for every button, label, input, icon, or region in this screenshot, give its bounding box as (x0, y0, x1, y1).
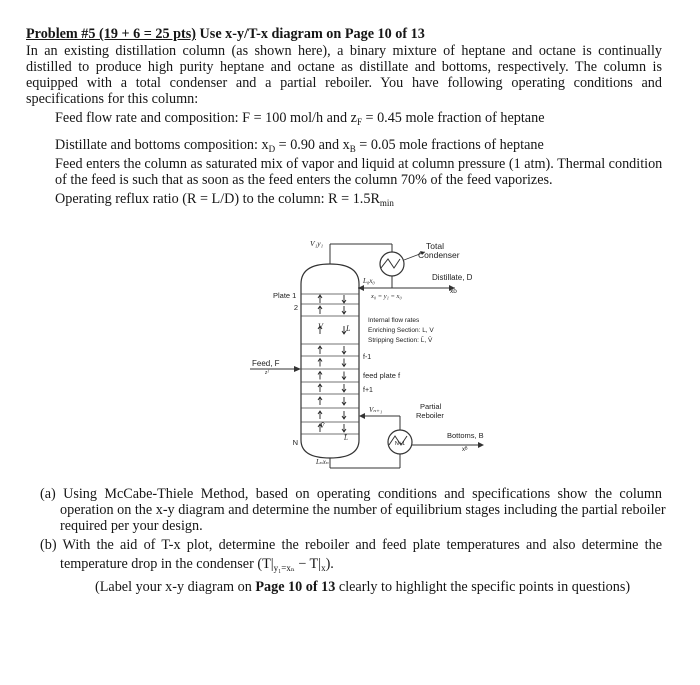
column-shell (301, 264, 359, 458)
label-internal-3: Stripping Section: L̄, V̄ (368, 337, 433, 344)
label-xb: xᴮ (462, 447, 468, 453)
part-b-note (95, 579, 630, 595)
tray-group (301, 294, 359, 434)
intro-line-2: distilled to produce high purity heptane and octane as distillate and bottoms, respectively. The column is (26, 59, 662, 75)
vapor-flow-arrow (318, 295, 322, 303)
vapor-flow-arrow (318, 372, 322, 380)
condenser-coil (381, 259, 400, 268)
internal-flow-arrows (318, 295, 346, 432)
vapor-flow-arrow (318, 384, 322, 392)
label-f-minus-1: f-1 (363, 354, 372, 361)
label-ycond: x₀ = y₁ = x₀ (371, 293, 402, 300)
part-b-text-c: ). (325, 556, 334, 572)
liquid-flow-arrow (342, 359, 346, 367)
bottoms-arrow (478, 442, 484, 448)
liquid-flow-arrow (342, 397, 346, 405)
label-xd: xᴅ (450, 288, 457, 295)
label-bottoms: Bottoms, B (447, 431, 484, 440)
label-f-plus-1: f+1 (363, 387, 373, 394)
label-feed: Feed, F (252, 359, 280, 368)
bottoms-sub: B (349, 144, 356, 154)
part-a-line-1: (a) Using McCabe-Thiele Method, based on operating conditions and specifications show the column (40, 486, 662, 502)
label-v-enriching: V (318, 322, 323, 331)
label-l0: L₀x₀ (363, 277, 375, 285)
liquid-flow-arrow (342, 306, 346, 314)
vapor-flow-arrow (318, 306, 322, 314)
distillate-condition (55, 137, 544, 153)
reflux-text: Operating reflux ratio (R = L/D) to the column: R = 1.5R (55, 191, 380, 207)
feed-arrow (294, 366, 301, 372)
label-internal-1: Internal flow rates (368, 317, 420, 324)
vapor-flow-arrow (318, 411, 322, 419)
distillate-value: = 0.90 and x (275, 137, 350, 153)
vapor-flow-arrow (318, 397, 322, 405)
label-v-bar: V̄ (320, 422, 325, 430)
problem-title (26, 26, 425, 42)
thermal-line-2: of the feed is such that as soon as the feed enters the column 70% of the feed vaporizes. (55, 172, 553, 188)
label-vn1: Vₙ₊₁ (369, 406, 383, 414)
liquid-flow-arrow (342, 346, 346, 354)
part-b-line-1: (b) With the aid of T-x plot, determine the reboiler and feed plate temperatures and also determine the (40, 537, 662, 553)
feed-flow: F = 100 mol/h and z (242, 110, 357, 126)
label-condenser: Condenser (418, 250, 460, 260)
distillate-label: Distillate and bottoms composition: x (55, 137, 269, 153)
label-ln: Lₙxₙ (316, 458, 329, 466)
intro-line-1: In an existing distillation column (as shown here), a binary mixture of heptane and octane is continually (26, 43, 662, 59)
part-b-sub-1: y₁=xₙ (273, 563, 295, 573)
label-v1: V₁y₁ (310, 239, 324, 248)
liquid-flow-arrow (342, 295, 346, 303)
part-b-line-2 (60, 556, 334, 572)
label-distillate: Distillate, D (432, 273, 473, 282)
liquid-flow-arrow (342, 372, 346, 380)
label-plate-1: Plate 1 (273, 291, 297, 300)
problem-instruction: Use x-y/T-x diagram on Page 10 of 13 (199, 26, 425, 42)
liquid-flow-arrow (342, 384, 346, 392)
feed-composition: = 0.45 mole fraction of heptane (361, 110, 545, 126)
part-b-text-a: temperature drop in the condenser (T| (60, 556, 274, 572)
reboiler-vapor-arrow (359, 413, 365, 419)
liquid-flow-arrow (342, 411, 346, 419)
label-total: Total (426, 241, 444, 251)
part-a-line-2: operation on the x-y diagram and determine the number of equilibrium stages including the partial reboiler (60, 502, 666, 518)
feed-label: Feed flow rate and composition: (55, 110, 243, 126)
note-text-2: clearly to highlight the specific points in questions) (335, 579, 631, 595)
note-page: Page 10 of 13 (255, 579, 336, 595)
label-internal-2: Enriching Section: L, V (368, 327, 434, 334)
label-l-bar: L̄ (344, 434, 348, 442)
feed-condition (55, 110, 545, 126)
thermal-line-1: Feed enters the column as saturated mix of vapor and liquid at column pressure (1 atm). Thermal condition (55, 156, 663, 172)
liquid-flow-arrow (342, 424, 346, 432)
vapor-flow-arrow (318, 359, 322, 367)
reflux-sub: min (379, 198, 394, 208)
problem-number: Problem #5 (19 + 6 = 25 pts) (26, 26, 196, 42)
label-n-plus-1: N+1 (394, 441, 406, 447)
distillate-sub: D (268, 144, 276, 154)
distillation-column-diagram (240, 232, 520, 480)
reflux-condition (55, 191, 394, 207)
vapor-flow-arrow (318, 346, 322, 354)
label-partial: Partial (420, 402, 442, 411)
part-a-line-3: required per your design. (60, 518, 203, 534)
label-reboiler: Reboiler (416, 411, 444, 420)
part-b-sub-2: x (321, 563, 326, 573)
intro-line-3: equipped with a total condenser and a partial reboiler. You have following operating conditions and (26, 75, 662, 91)
label-zf: zᶠ (265, 370, 269, 376)
label-feed-plate: feed plate f (363, 371, 401, 380)
bottoms-value: = 0.05 mole fractions of heptane (355, 137, 544, 153)
intro-line-4: specifications for this column: (26, 91, 199, 107)
label-plate-2: 2 (293, 303, 298, 312)
label-plate-n: N (292, 438, 298, 447)
feed-sub: F (356, 117, 362, 127)
note-text-1: (Label your x-y diagram on (95, 579, 256, 595)
part-b-text-b: − T| (294, 556, 322, 572)
label-l-enriching: L (346, 324, 351, 333)
